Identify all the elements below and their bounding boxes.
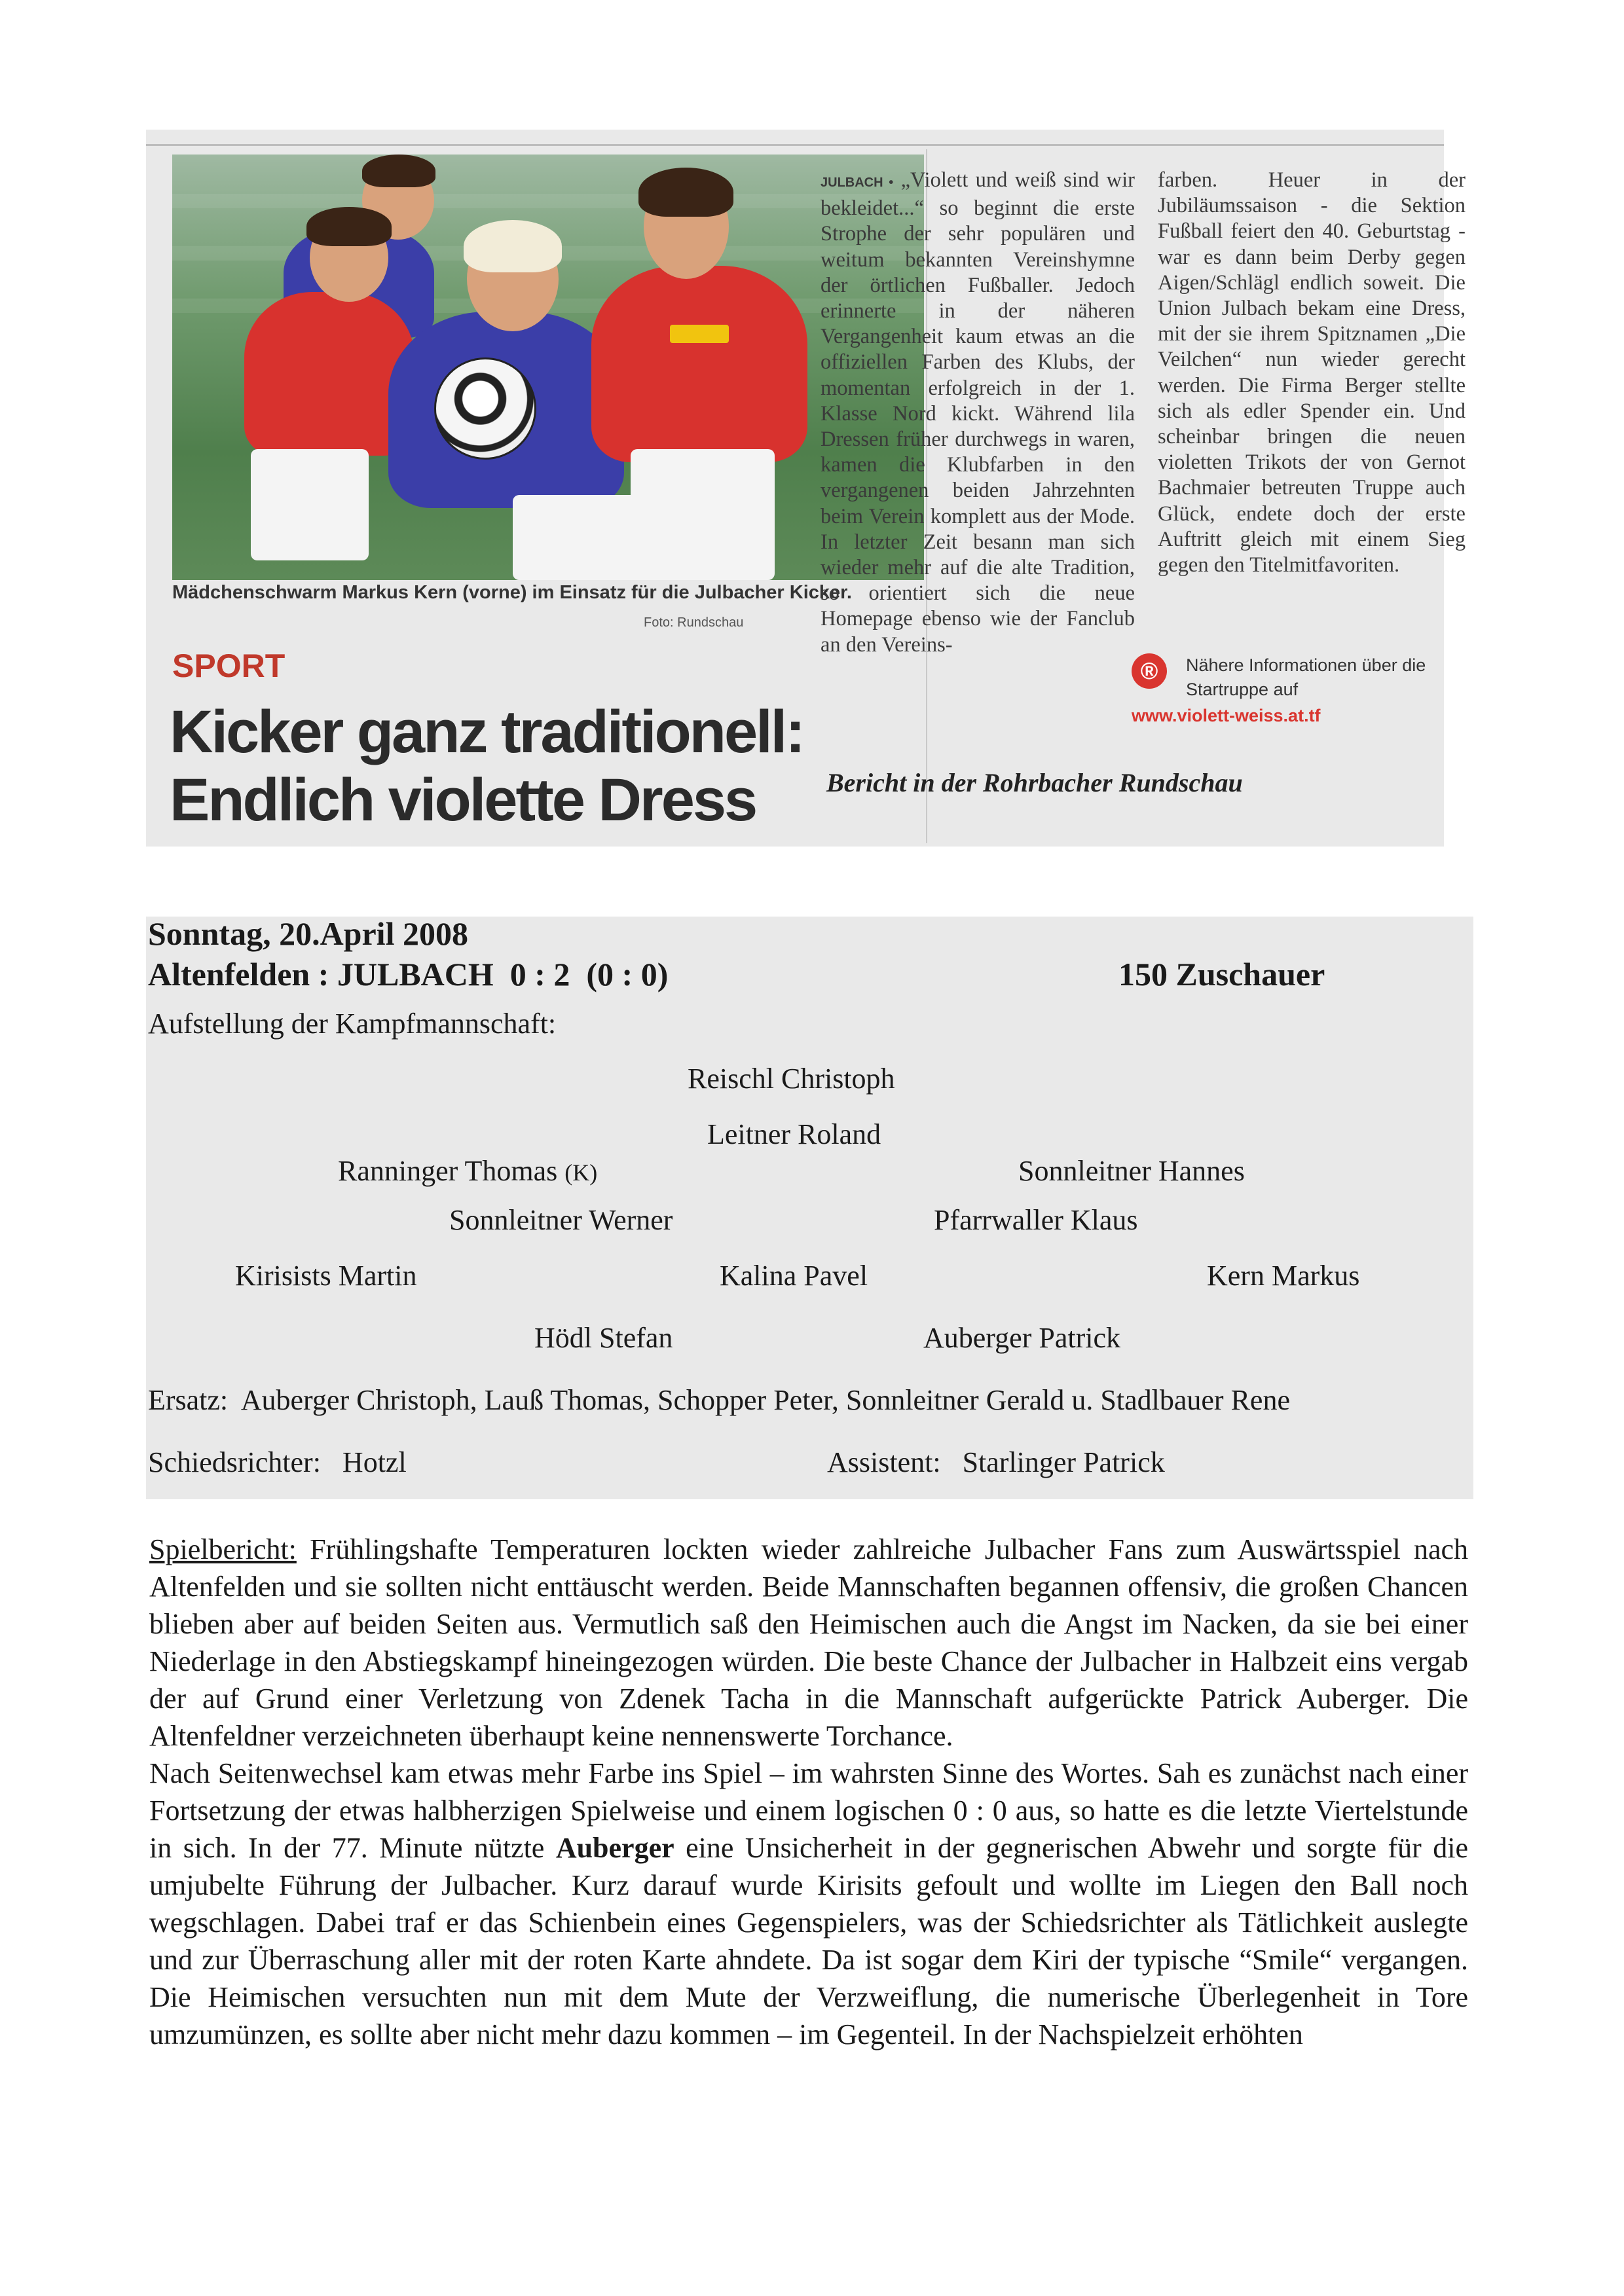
referee-label: Schiedsrichter:	[148, 1446, 321, 1478]
article-column-2: farben. Heuer in der Jubiläumssaison - die Sektion Fußball feiert den 40. Geburtstag - war es dann beim Derby gegen Aigen/Schlägl endlich soweit. Die Union Julbach bekam eine Dress, mit der sie ihrem Spitznamen „Die Veilchen“ nun wieder gerecht werden. Die Firma Berger stellte sich als edler Spender ein. Und scheinbar bringen die neuen violetten Trikots der von Gernot Bachmaier betreuten Truppe auch Glück, endete doch der erste Auftritt gleich mit einem Sieg gegen den Titelmitfavoriten.	[1158, 168, 1466, 577]
player-defender-center-left: Sonnleitner Werner	[449, 1204, 673, 1236]
captain-mark: (K)	[564, 1159, 598, 1186]
match-photo	[172, 155, 924, 580]
lineup-label: Aufstellung der Kampfmannschaft:	[148, 1008, 557, 1040]
player-forward-left: Hödl Stefan	[534, 1322, 673, 1354]
photo-caption: Mädchenschwarm Markus Kern (vorne) im Einsatz für die Julbacher Kicker.	[172, 582, 852, 603]
match-info-box	[146, 917, 1473, 1499]
report-text: eine Unsicherheit in der gegnerischen Abwehr und sorgte für die umjubelte Führung der Julbacher. Kurz darauf wurde Kirisits gefoult und wollte im Liegen den Ball noch wegschlagen. Dabei traf er das Schienbein eines Gegenspielers, was der Schiedsrichter als Tätlichkeit auslegte und zur Überraschung aller mit der roten Karte ahndete. Da ist sogar dem Kiri der typische “Smile“ vergangen. Die Heimischen versuchten nun mit dem Mute der Verzweiflung, die numerische Überlegenheit in Tore umzumünzen, es sollte aber nicht mehr dazu kommen – im Gegenteil. In der Nachspielzeit erhöhten	[149, 1832, 1469, 2050]
player-defender-right: Sonnleitner Hannes	[1018, 1155, 1245, 1187]
player-shorts	[631, 449, 775, 580]
player-midfield-center: Kalina Pavel	[720, 1260, 868, 1292]
section-label: SPORT	[172, 647, 286, 684]
football	[434, 357, 536, 460]
report-paragraph-1	[149, 1531, 1468, 1755]
player-goalkeeper: Reischl Christoph	[688, 1063, 895, 1095]
player-midfield-left: Kirisists Martin	[235, 1260, 417, 1292]
match-date: Sonntag, 20.April 2008	[148, 915, 468, 952]
headline	[170, 698, 923, 834]
assistant	[827, 1446, 1165, 1480]
referee-name: Hotzl	[342, 1446, 407, 1478]
substitutes	[148, 1383, 1290, 1417]
article-column-1	[821, 168, 1135, 658]
player-figure	[591, 266, 807, 462]
info-text: Nähere Informationen über die Startruppe auf	[1186, 655, 1426, 699]
clipping-top-rule	[146, 144, 1444, 146]
player-defender-center-right: Pfarrwaller Klaus	[934, 1204, 1138, 1236]
report-text: Nach Seitenwechsel kam etwas mehr Farbe ins Spiel – im wahrsten Sinne des Wortes. Sah es zunächst nach einer Fortsetzung der etwas halbherzigen Spielweise und einem logischen 0 : 0 aus, so hatte es die letzte Viertelstunde in sich. In der 77. Minute nützte	[149, 1757, 1468, 1864]
player-forward-right: Auberger Patrick	[923, 1322, 1120, 1354]
article-column-1-text: „Violett und weiß sind wir bekleidet...“ so beginnt die erste Strophe der sehr populären und weitum bekannten Vereinshymne der örtlichen Fußballer. Jedoch erinnerte in der näheren Vergangenheit kaum etwas an die offiziellen Farben des Klubs, der momentan erfolgreich in der 1. Klasse Nord kickt. Während lila Dressen früher durchwegs in waren, kamen die Klubfarben in den vergangenen beiden Jahrzehnten beim Verein komplett aus der Mode. In letzter Zeit besann man sich wieder mehr auf die alte Tradition, so orientiert sich die neue Homepage ebenso wie der Fanclub an den Vereins-	[821, 168, 1135, 657]
dateline: JULBACH •	[821, 175, 894, 190]
headline-line-2: Endlich violette Dress	[170, 767, 756, 833]
newspaper-clipping	[146, 130, 1466, 847]
spectators: 150 Zuschauer	[1118, 956, 1325, 993]
player-hair	[638, 168, 733, 217]
report-paragraph-2	[149, 1755, 1468, 2053]
player-shorts	[251, 449, 369, 560]
substitutes-list: Auberger Christoph, Lauß Thomas, Schopper Peter, Sonnleitner Gerald u. Stadlbauer Rene	[240, 1384, 1290, 1416]
player-hair	[464, 220, 562, 272]
report-text: Frühlingshafte Temperaturen lockten wieder zahlreiche Julbacher Fans zum Auswärtsspiel nach Altenfelden und sie sollten nicht enttäuscht werden. Beide Mannschaften begannen offensiv, die großen Chancen blieben aber auf beiden Seiten aus. Vermutlich saß den Heimischen auch die Angst im Nacken, da sie bei einer Niederlage in den Abstiegskampf hineingezogen würden. Die beste Chance der Julbacher in Halbzeit eins vergab der auf Grund einer Verletzung von Zdenek Tacha in die Mannschaft aufgerückte Patrick Auberger. Die Altenfeldner verzeichneten überhaupt keine nennenswerte Torchance.	[149, 1533, 1468, 1752]
report-source-caption: Bericht in der Rohrbacher Rundschau	[826, 768, 1243, 797]
referee	[148, 1446, 407, 1480]
photo-credit: Foto: Rundschau	[644, 615, 744, 630]
registered-icon: ®	[1132, 653, 1167, 689]
report-highlight: Auberger	[555, 1832, 674, 1864]
player-shorts	[513, 495, 644, 580]
report-label: Spielbericht:	[149, 1533, 297, 1565]
info-url: www.violett-weiss.at.tf	[1132, 706, 1321, 725]
player-hair	[362, 155, 435, 187]
match-report	[149, 1531, 1468, 2053]
assistant-name: Starlinger Patrick	[962, 1446, 1165, 1478]
assistant-label: Assistent:	[827, 1446, 941, 1478]
player-hair	[306, 207, 392, 246]
player-libero: Leitner Roland	[707, 1118, 881, 1150]
player-defender-left	[338, 1154, 597, 1190]
headline-line-1: Kicker ganz traditionell:	[170, 699, 803, 765]
match-fixture: Altenfelden : JULBACH 0 : 2 (0 : 0)	[148, 956, 669, 993]
player-name: Ranninger Thomas	[338, 1155, 558, 1187]
sponsor-patch	[670, 325, 729, 343]
substitutes-label: Ersatz:	[148, 1384, 229, 1416]
player-midfield-right: Kern Markus	[1207, 1260, 1360, 1292]
